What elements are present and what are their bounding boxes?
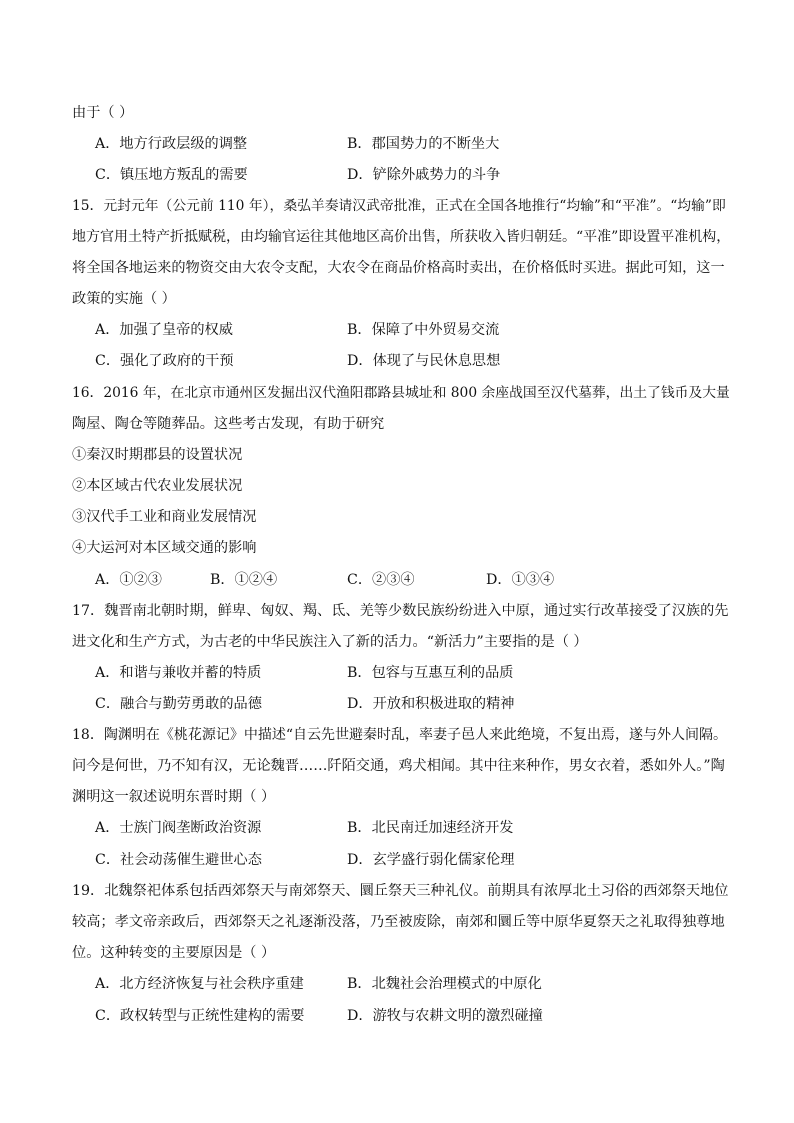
q17-option-b[interactable]: B．包容与互惠互利的品质: [347, 665, 514, 681]
q18-option-a[interactable]: A．士族门阀垄断政治资源: [95, 820, 262, 836]
q14-option-b[interactable]: B．郡国势力的不断坐大: [347, 136, 500, 152]
q19-stem-line: 19．北魏祭祀体系包括西郊祭天与南郊祭天、圜丘祭天三种礼仪。前期具有浓厚北土习俗的西郊祭天地位: [72, 883, 729, 899]
q18-stem-line: 问今是何世，乃不知有汉，无论魏晋……阡陌交通，鸡犬相闻。其中往来种作，男女衣着，悉如外人。”陶: [72, 758, 725, 774]
q17-option-d[interactable]: D．开放和积极进取的精神: [347, 696, 515, 712]
q14-stem-tail: 由于（ ）: [72, 105, 134, 121]
q18-option-d[interactable]: D．玄学盛行弱化儒家伦理: [347, 852, 515, 868]
q19-option-b[interactable]: B．北魏社会治理模式的中原化: [347, 976, 542, 992]
q15-stem-line: 地方官用土特产折抵赋税，由均输官运往其他地区高价出售，所获收入皆归朝廷。“平准”即设置平准机构，: [72, 229, 731, 245]
q17-stem-line: 进文化和生产方式，为古老的中华民族注入了新的活力。“新活力”主要指的是（ ）: [72, 634, 588, 650]
q16-option-c[interactable]: C．②③④: [347, 572, 415, 588]
q18-option-c[interactable]: C．社会动荡催生避世心态: [95, 852, 262, 868]
q16-item: ②本区域古代农业发展状况: [72, 478, 243, 494]
q19-stem-line: 较高；孝文帝亲政后，西郊祭天之礼逐渐没落，乃至被废除，南郊和圜丘等中原华夏祭天之礼取得独尊地: [72, 914, 725, 930]
q19-option-c[interactable]: C．政权转型与正统性建构的需要: [95, 1008, 305, 1024]
q16-stem-line: 陶屋、陶仓等随葬品。这些考古发现，有助于研究: [72, 416, 385, 432]
q14-option-c[interactable]: C．镇压地方叛乱的需要: [95, 167, 248, 183]
q16-stem-line: 16．2016 年，在北京市通州区发掘出汉代渔阳郡路县城址和 800 余座战国至汉代墓葬，出土了钱币及大量: [72, 385, 730, 401]
q16-item: ④大运河对本区域交通的影响: [72, 540, 257, 556]
q14-option-d[interactable]: D．铲除外戚势力的斗争: [347, 167, 501, 183]
q16-item: ①秦汉时期郡县的设置状况: [72, 447, 243, 463]
q16-option-a[interactable]: A．①②③: [95, 572, 162, 588]
q17-option-c[interactable]: C．融合与勤劳勇敢的品德: [95, 696, 262, 712]
q18-option-b[interactable]: B．北民南迁加速经济开发: [347, 820, 514, 836]
q15-option-b[interactable]: B．保障了中外贸易交流: [347, 322, 500, 338]
q14-option-a[interactable]: A．地方行政层级的调整: [95, 136, 248, 152]
q15-option-d[interactable]: D．体现了与民休息思想: [347, 353, 501, 369]
q19-stem-line: 位。这种转变的主要原因是（ ）: [72, 945, 276, 961]
q17-stem-line: 17．魏晋南北朝时期，鲜卑、匈奴、羯、氐、羌等少数民族纷纷进入中原，通过实行改革接受了汉族的先: [72, 603, 729, 619]
q16-item: ③汉代手工业和商业发展情况: [72, 509, 257, 525]
q16-option-d[interactable]: D．①③④: [486, 572, 555, 588]
q15-option-a[interactable]: A．加强了皇帝的权威: [95, 322, 233, 338]
q15-stem-line: 将全国各地运来的物资交由大农令支配，大农令在商品价格高时卖出，在价格低时买进。据此可知，这一: [72, 260, 725, 276]
q18-stem-line: 18．陶渊明在《桃花源记》中描述“自云先世避秦时乱，率妻子邑人来此绝境，不复出焉，遂与外人间隔。: [72, 727, 727, 743]
q17-option-a[interactable]: A．和谐与兼收并蓄的特质: [95, 665, 262, 681]
q16-option-b[interactable]: B．①②④: [210, 572, 278, 588]
q15-stem-line: 15．元封元年（公元前 110 年），桑弘羊奏请汉武帝批准，正式在全国各地推行“均输”和“平准”。“均输”即: [72, 198, 726, 214]
q15-option-c[interactable]: C．强化了政府的干预: [95, 353, 234, 369]
q19-option-a[interactable]: A．北方经济恢复与社会秩序重建: [95, 976, 304, 992]
q15-stem-line: 政策的实施（ ）: [72, 291, 176, 307]
q19-option-d[interactable]: D．游牧与农耕文明的激烈碰撞: [347, 1008, 543, 1024]
q18-stem-line: 渊明这一叙述说明东晋时期（ ）: [72, 789, 276, 805]
